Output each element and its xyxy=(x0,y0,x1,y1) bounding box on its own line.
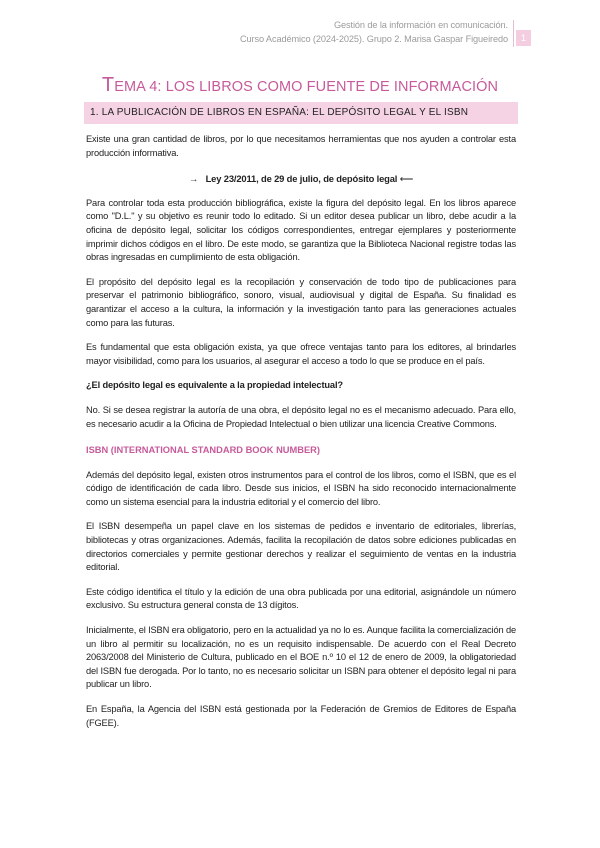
page-number: 1 xyxy=(516,30,531,46)
isbn-role-paragraph: El ISBN desempeña un papel clave en los sistemas de pedidos e inventario de editoriales, librerías, bibliotecas y otras organizaciones. Además, facilita la recopilación de datos sobre ediciones publicadas en directorios comerciales y permite gestionar derechos y realizar el seguimiento de ventas en la industria editorial. xyxy=(86,521,516,573)
title-rest: EMA 4: LOS LIBROS COMO FUENTE DE INFORMACIÓN xyxy=(114,79,499,95)
propiedad-intelectual-paragraph: No. Si se desea registrar la autoría de una obra, el depósito legal no es el mecanismo adecuado. Para ello, es necesario acudir a la Oficina de Propiedad Intelectual o bien utilizar una licencia Creative Commons. xyxy=(86,404,516,429)
section-heading: 1. LA PUBLICACIÓN DE LIBROS EN ESPAÑA: EL DEPÓSITO LEGAL Y EL ISBN xyxy=(84,102,518,124)
isbn-obligation-paragraph: Inicialmente, el ISBN era obligatorio, pero en la actualidad ya no lo es. Aunque facilita la comercialización de un libro al permitir su localización, no es un requisito indispensable. De acuerdo con el Real Decreto 2063/2008 del Ministerio de Cultura, publicado en el BOE n.º 10 el 12 de enero de 2009, la obligatoriedad del ISBN fue derogada. Por lo tanto, no es necesario solicitar un ISBN para obtener el depósito legal ni para publicar un libro. xyxy=(86,625,516,690)
isbn-intro-paragraph: Además del depósito legal, existen otros instrumentos para el control de los libros, como el ISBN, que es el código de identificación de cada libro. Desde sus inicios, el ISBN ha sido reconocido internacionalmente como un sistema esencial para la industria editorial y el comercio del libro. xyxy=(86,469,516,507)
isbn-heading: ISBN (INTERNATIONAL STANDARD BOOK NUMBER) xyxy=(86,445,320,456)
left-arrow-icon: ⟵ xyxy=(399,173,413,185)
page-header xyxy=(148,18,508,46)
document-body xyxy=(86,133,516,730)
isbn-structure-paragraph: Este código identifica el título y la edición de una obra publicada por una editorial, asignándole un número exclusivo. Su estructura general consta de 13 dígitos. xyxy=(86,586,516,611)
isbn-agency-paragraph: En España, la Agencia del ISBN está gestionada por la Federación de Gremios de Editores de España (FGEE). xyxy=(86,704,516,728)
proposito-paragraph: El propósito del depósito legal es la recopilación y conservación de todo tipo de publicaciones para preservar el patrimonio bibliográfico, sonoro, visual, audiovisual y digital de España. Su finalidad es garantizar el acceso a la cultura, la información y la investigación tanto para las generaciones actuales como para las futuras. xyxy=(86,276,516,328)
intro-paragraph: Existe una gran cantidad de libros, por lo que necesitamos herramientas que nos ayuden a controlar esta producción informativa. xyxy=(86,134,516,158)
obligacion-paragraph: Es fundamental que esta obligación exista, ya que ofrece ventajas tanto para los editores, al brindarles mayor visibilidad, como para los usuarios, al asegurar el acceso a todo lo que se produce en el país. xyxy=(86,342,516,366)
header-course-line: Gestión de la información en comunicación. xyxy=(333,20,508,30)
header-divider xyxy=(513,20,514,47)
question-heading: ¿El depósito legal es equivalente a la propiedad intelectual? xyxy=(86,380,343,391)
law-title: Ley 23/2011, de 29 de julio, de depósito legal xyxy=(205,173,398,185)
title-initial: T xyxy=(101,74,115,96)
header-author-line: Curso Académico (2024-2025). Grupo 2. Marisa Gaspar Figueiredo xyxy=(239,34,508,44)
deposito-legal-paragraph: Para controlar toda esta producción bibliográfica, existe la figura del depósito legal. En los libros aparece como "D.L." y su objetivo es reunir todo lo editado. Si un editor desea publicar un libro, debe acudir a la oficina de depósito legal, solicitar los códigos correspondientes, entregar ejemplares y posteriormente imprimir dichos códigos en el libro. De este modo, se garantiza que la Biblioteca Nacional registre todas las obras ingresadas en cumplimiento de esta obligación. xyxy=(86,197,516,263)
right-arrow-icon: → xyxy=(189,173,199,185)
page-title xyxy=(86,74,514,98)
law-reference xyxy=(86,172,516,186)
